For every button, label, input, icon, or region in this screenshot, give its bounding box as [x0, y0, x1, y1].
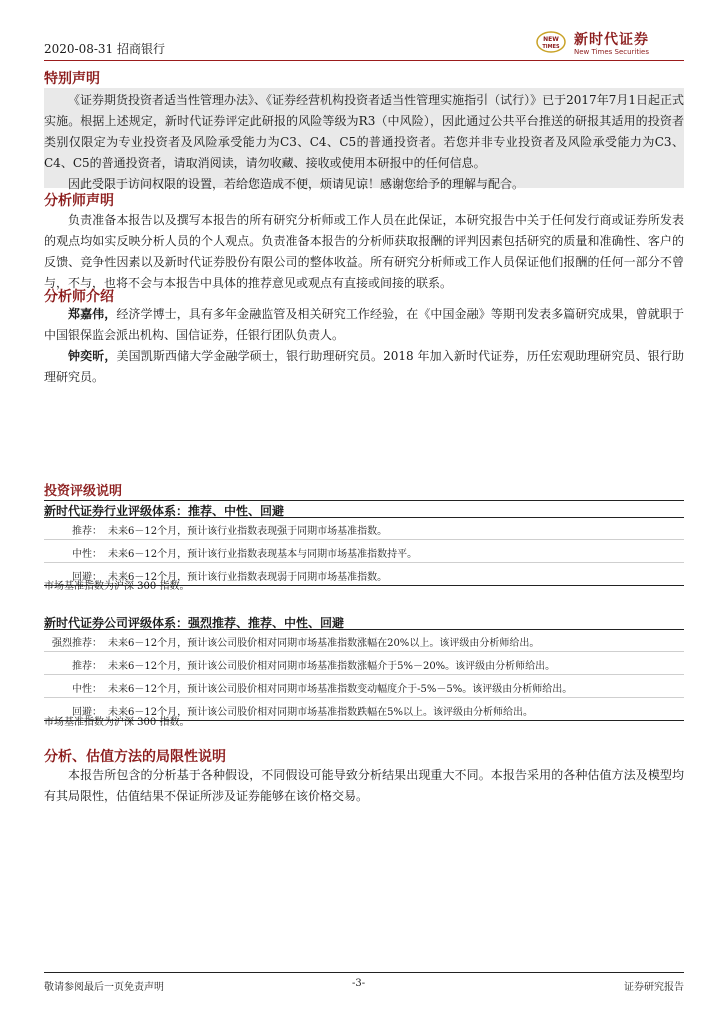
svg-text:TIMES: TIMES [542, 44, 560, 50]
rating-label: 中性： [72, 684, 102, 695]
page-number: -3- [352, 978, 366, 989]
analyst-2-intro [44, 346, 684, 388]
logo-english-name: New Times Securities [574, 48, 649, 56]
special-statement-text [44, 90, 684, 195]
rating-description: 未来6－12个月，预计该行业指数表现基本与同期市场基准指数持平。 [108, 549, 418, 560]
svg-text:NEW: NEW [543, 36, 559, 43]
footer-disclaimer-note: 敬请参阅最后一页免责声明 [44, 982, 164, 993]
industry-benchmark-note: 市场基准指数为沪深 300 指数。 [44, 581, 190, 592]
industry-rating-title: 新时代证券行业评级体系：推荐、中性、回避 [44, 504, 285, 518]
analyst-statement-title: 分析师声明 [44, 193, 114, 209]
special-statement-title: 特别声明 [44, 71, 100, 87]
special-statement-para-2: 因此受限于访问权限的设置，若给您造成不便，烦请见谅！感谢您给予的理解与配合。 [68, 177, 525, 191]
rating-label: 推荐： [72, 526, 102, 537]
analyst-1-name: 郑嘉伟， [68, 307, 117, 321]
analyst-1-bio: 经济学博士，具有多年金融监管及相关研究工作经验，在《中国金融》等期刊发表多篇研究成果，曾就职于中国银保监会派出机构、国信证券，任银行团队负责人。 [44, 307, 684, 342]
logo-chinese-name: 新时代证券 [574, 32, 649, 48]
rating-description: 未来6－12个月，预计该行业指数表现强于同期市场基准指数。 [108, 526, 388, 537]
table-row [44, 629, 684, 652]
analyst-2-bio: 美国凯斯西储大学金融学硕士，银行助理研究员。2018 年加入新时代证券，历任宏观助理研究员、银行助理研究员。 [44, 349, 684, 384]
rating-title: 投资评级说明 [44, 484, 123, 499]
limitations-text [44, 765, 684, 807]
analyst-statement-text [44, 210, 684, 294]
table-row [44, 517, 684, 540]
report-date-company: 2020-08-31 招商银行 [44, 42, 166, 56]
special-statement-para-1: 《证券期货投资者适当性管理办法》、《证券经营机构投资者适当性管理实施指引（试行）》已于2017年7月1日起正式实施。根据上述规定，新时代证券评定此研报的风险等级为R3（中风险），因此通过公共平台推送的研报其适用的投资者类别仅限定为专业投资者及风险承受能力为C3、C4、C5的普通投资者。若您并非专业投资者及风险承受能力为C3、C4、C5的普通投资者，请取消阅读，请勿收藏、接收或使用本研报中的任何信息。 [44, 93, 684, 170]
rating-title-rule [44, 500, 684, 501]
limitations-title: 分析、估值方法的局限性说明 [44, 749, 226, 765]
analyst-2-name: 钟奕昕， [68, 349, 117, 363]
rating-label: 回避： [72, 572, 102, 583]
rating-description: 未来6－12个月，预计该公司股价相对同期市场基准指数涨幅在20%以上。该评级由分析师给出。 [108, 638, 540, 649]
company-rating-table [44, 629, 684, 721]
rating-label: 推荐： [72, 661, 102, 672]
rating-description: 未来6－12个月，预计该公司股价相对同期市场基准指数跌幅在5%以上。该评级由分析师给出。 [108, 707, 533, 718]
analyst-1-intro [44, 304, 684, 346]
table-row [44, 675, 684, 698]
company-rating-title: 新时代证券公司评级体系：强烈推荐、推荐、中性、回避 [44, 616, 345, 630]
analyst-intro-title: 分析师介绍 [44, 289, 114, 305]
company-logo [534, 28, 684, 58]
rating-label: 中性： [72, 549, 102, 560]
company-benchmark-note: 市场基准指数为沪深 300 指数。 [44, 717, 190, 728]
header-rule [44, 60, 684, 61]
table-row [44, 540, 684, 563]
footer-rule [44, 972, 684, 973]
analyst-intro-text [44, 304, 684, 388]
footer-report-type: 证券研究报告 [624, 982, 684, 993]
rating-label: 回避： [72, 707, 102, 718]
industry-rating-table [44, 517, 684, 586]
limitations-para: 本报告所包含的分析基于各种假设，不同假设可能导致分析结果出现重大不同。本报告采用的各种估值方法及模型均有其局限性，估值结果不保证所涉及证券能够在该价格交易。 [44, 768, 684, 803]
rating-description: 未来6－12个月，预计该公司股价相对同期市场基准指数变动幅度介于-5%－5%。该评级由分析师给出。 [108, 684, 573, 695]
rating-description: 未来6－12个月，预计该公司股价相对同期市场基准指数涨幅介于5%－20%。该评级由分析师给出。 [108, 661, 556, 672]
logo-mark-icon [536, 30, 566, 54]
rating-label: 强烈推荐： [52, 638, 102, 649]
page-header [44, 22, 684, 62]
table-row [44, 652, 684, 675]
analyst-statement-para: 负责准备本报告以及撰写本报告的所有研究分析师或工作人员在此保证，本研究报告中关于任何发行商或证券所发表的观点均如实反映分析人员的个人观点。负责准备本报告的分析师获取报酬的评判因素包括研究的质量和准确性、客户的反馈、竞争性因素以及新时代证券股份有限公司的整体收益。所有研究分析师或工作人员保证他们报酬的任何一部分不曾与，不与，也将不会与本报告中具体的推荐意见或观点有直接或间接的联系。 [44, 213, 684, 290]
rating-description: 未来6－12个月，预计该行业指数表现弱于同期市场基准指数。 [108, 572, 388, 583]
